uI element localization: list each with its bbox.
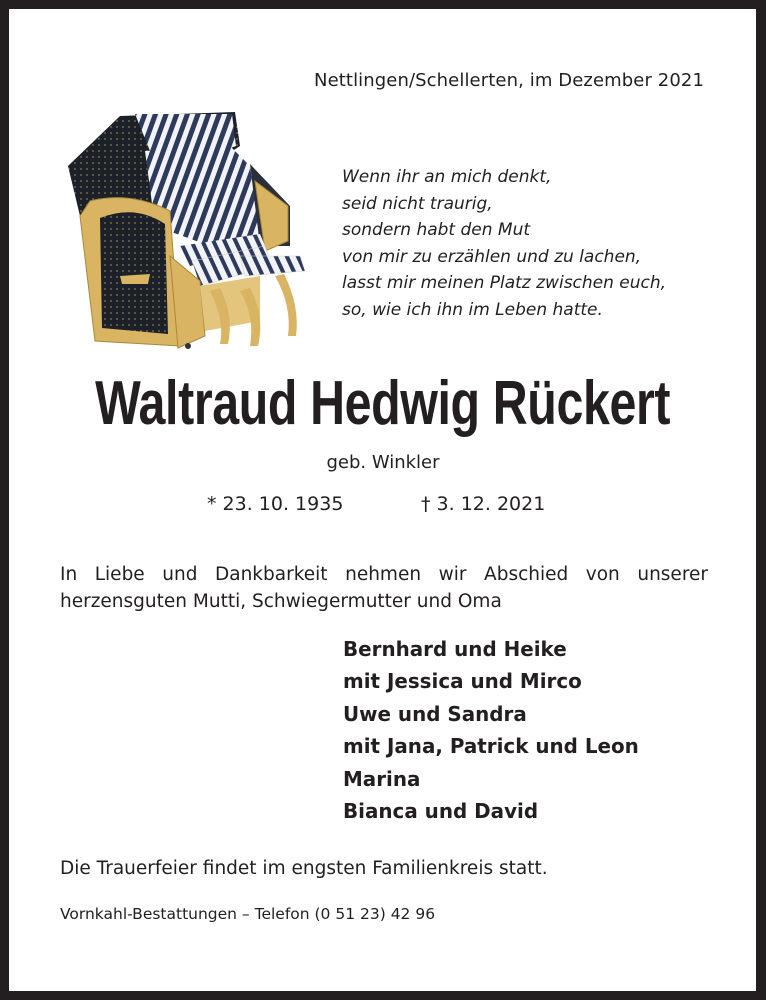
family-member: Uwe und Sandra <box>343 701 527 726</box>
deceased-name <box>0 368 766 439</box>
family-member: mit Jessica und Mirco <box>343 669 582 694</box>
poem-line: sondern habt den Mut <box>342 220 531 240</box>
birth-date: * 23. 10. 1935 <box>207 493 344 515</box>
family-list <box>343 633 648 827</box>
death-date: † 3. 12. 2021 <box>421 493 546 515</box>
family-member: Bernhard und Heike <box>343 637 567 661</box>
poem-line: lasst mir meinen Platz zwischen euch, <box>342 273 667 293</box>
beach-chair-image <box>60 106 310 352</box>
deceased-name-text: Waltraud Hedwig Rückert <box>95 369 671 438</box>
family-member: Marina <box>343 766 421 791</box>
family-member: mit Jana, Patrick und Leon <box>343 734 639 759</box>
undertaker-contact: Vornkahl-Bestattungen – Telefon (0 51 23) 42 96 <box>60 905 436 923</box>
place-date: Nettlingen/Schellerten, im Dezember 2021 <box>314 70 704 91</box>
poem-line: so, wie ich ihn im Leben hatte. <box>342 299 603 320</box>
maiden-name: geb. Winkler <box>326 452 440 473</box>
farewell-line-1: In Liebe und Dankbarkeit nehmen wir Abschied von unserer <box>60 564 708 585</box>
poem <box>342 164 666 323</box>
farewell-line-2: herzensguten Mutti, Schwiegermutter und Oma <box>60 591 502 612</box>
farewell-message <box>60 561 708 615</box>
poem-line: seid nicht traurig, <box>342 193 493 214</box>
poem-line: Wenn ihr an mich denkt, <box>342 167 552 187</box>
family-member: Bianca und David <box>343 799 539 824</box>
funeral-note: Die Trauerfeier findet im engsten Familienkreis statt. <box>60 858 548 879</box>
poem-line: von mir zu erzählen und zu lachen, <box>342 246 642 267</box>
